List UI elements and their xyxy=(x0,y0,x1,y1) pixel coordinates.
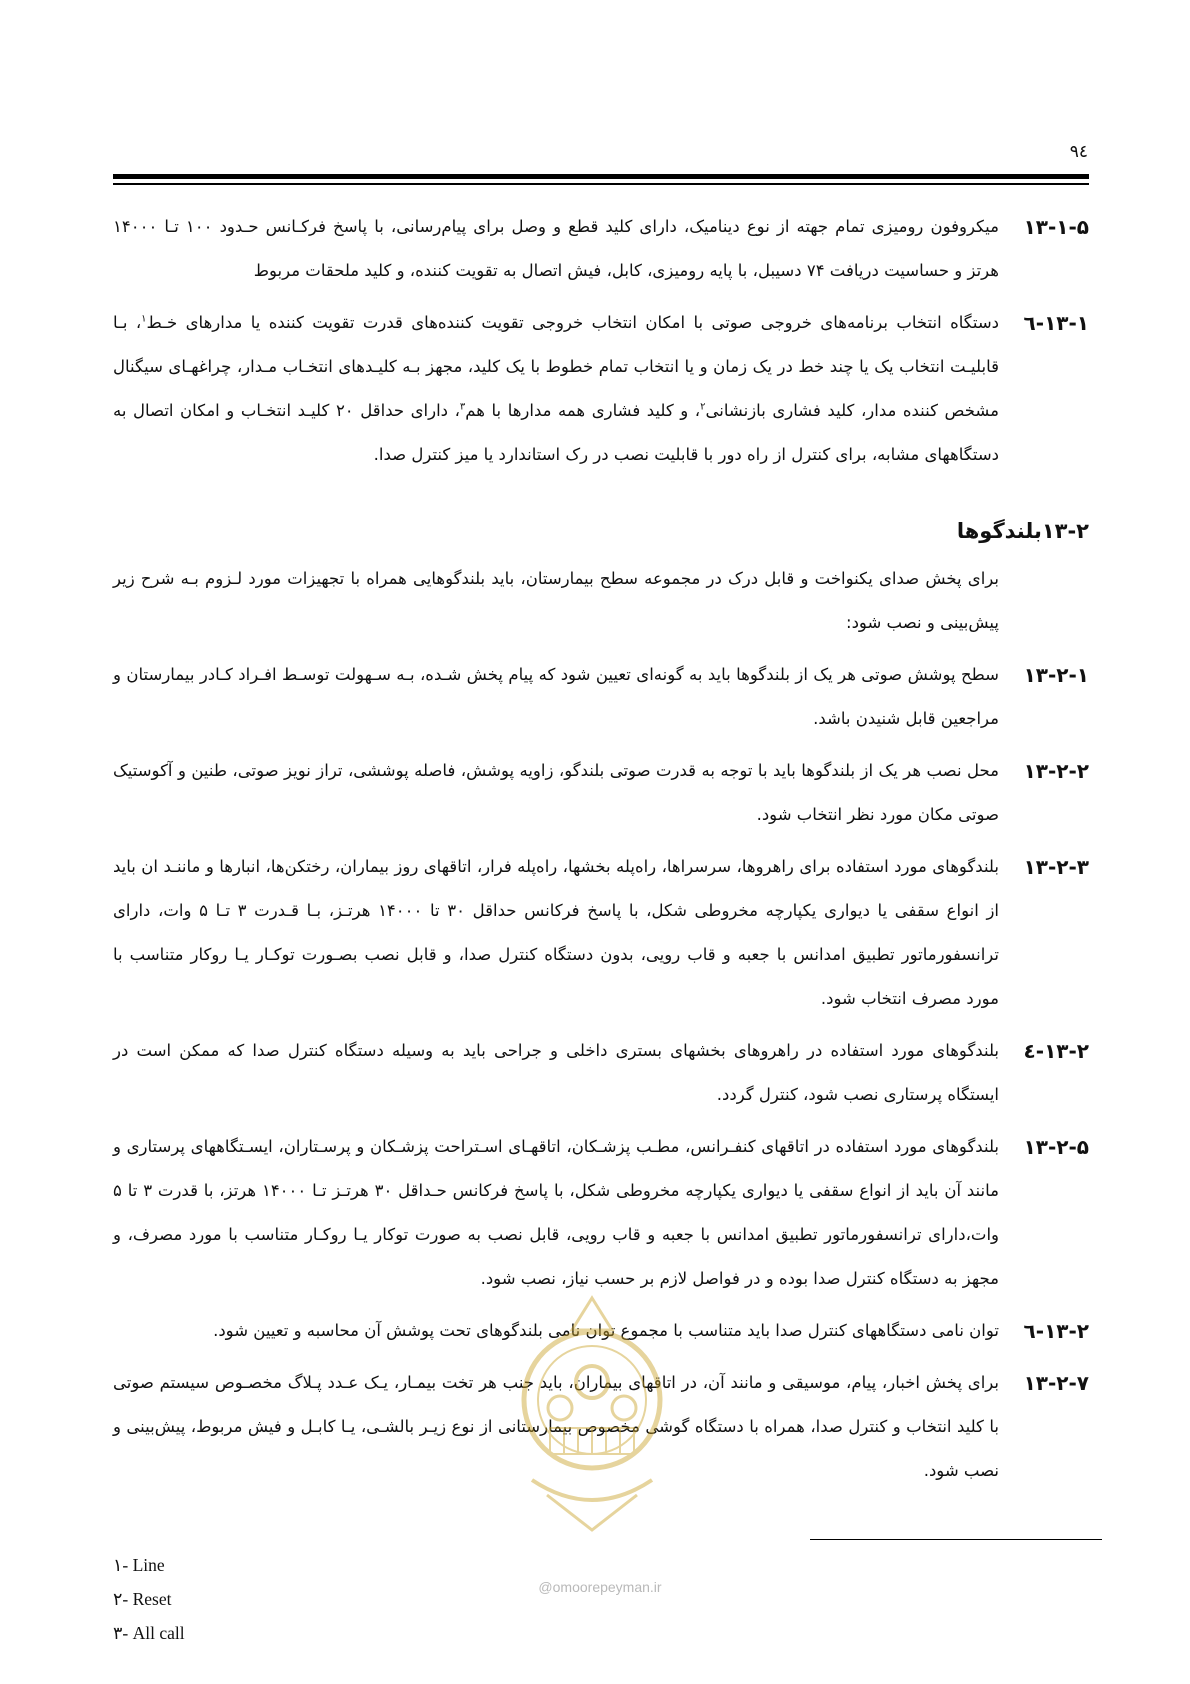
clause-13-2-2 xyxy=(113,749,1089,837)
clause-text: بلندگوهای مورد استفاده برای راهروها، سرسراها، راه‌پله بخشها، راه‌پله فرار، اتاقهای روز بیماران، رختکن‌ها، انبارها و ماننـد ان باید از انواع سقفی یا دیواری یکپارچه مخروطی شکل، با پاسخ فرکانس حداقل ۳۰ تا ۱۴۰۰۰ هرتـز، بـا قـدرت ۳ تـا ۵ وات، دارای ترانسفورماتور تطبیق امدانس با جعبه و قاب رویی، بدون دستگاه کنترل صدا، و قابل نصب بصـورت توکـار یـا روکار متناسب با مورد مصرف انتخاب شود. xyxy=(113,857,999,1008)
clause-13-2-4 xyxy=(113,1029,1089,1117)
footnote-1: ۱- Line xyxy=(113,1555,165,1575)
footnote-separator xyxy=(810,1539,1102,1540)
clause-text: میکروفون رومیزی تمام جهته از نوع دینامیک، دارای کلید قطع و وصل برای پیام‌رسانی، با پاسخ فرکـانس حـدود ۱۰۰ تـا ۱۴۰۰۰ هرتز و حساسیت دریافت ۷۴ دسیبل، با پایه رومیزی، کابل، فیش اتصال به تقویت کننده، و کلید ملحقات مربوط xyxy=(113,217,999,280)
clause-text: سطح پوشش صوتی هر یک از بلندگوها باید به گونه‌ای تعیین شود که پیام پخش شـده، بـه سـهولت توسـط افـراد کـادر بیمارستان و مراجعین قابل شنیدن باشد. xyxy=(113,665,999,728)
clause-text-part: ، و کلید فشاری همه مدارها با هم xyxy=(465,401,701,420)
header-rule-thick xyxy=(113,174,1089,179)
clause-number: ۱۳-۲-٤ xyxy=(1023,1039,1089,1063)
clause-number: ۱۳-۱-٦ xyxy=(1023,311,1089,335)
clause-13-2-6 xyxy=(113,1309,1089,1353)
section-intro: برای پخش صدای یکنواخت و قابل درک در مجموعه سطح بیمارستان، باید بلندگوهایی همراه با تجهیزات مورد لـزوم بـه شرح زیر پیش‌بینی و نصب شود: xyxy=(113,569,999,632)
clause-text: بلندگوهای مورد استفاده در اتاقهای کنفـرانس، مطـب پزشـکان، اتاقهـای اسـتراحت پزشـکان و پرسـتاران، ایسـتگاههای پرستاری و مانند آن باید از انواع سقفی یا دیواری یکپارچه مخروطی شکل، با پاسخ فرکانس حـداقل ۳۰ هرتـز تـا ۱۴۰۰۰ هرتز، با قدرت ۳ تا ۵ وات،دارای ترانسفورماتور تطبیق امدانس با جعبه و قاب رویی، قابل نصب به صورت توکار یـا روکـار متناسب با مورد مصرف، و مجهز به دستگاه کنترل صدا بوده و در فواصل لازم بر حسب نیاز، نصب شود. xyxy=(113,1137,999,1288)
clause-text-part: دستگاه انتخاب برنامه‌های خروجی صوتی با امکان انتخاب خروجی تقویت کننده‌های قدرت تقویت کننده یا مدارهای خـط xyxy=(146,313,1000,332)
clause-number: ۱۳-۲-٦ xyxy=(1023,1319,1089,1343)
section-heading: ۱۳-۲بلندگوها xyxy=(956,519,1089,543)
clause-13-1-5 xyxy=(113,205,1089,293)
clause-13-2-7 xyxy=(113,1361,1089,1493)
clause-text: برای پخش اخبار، پیام، موسیقی و مانند آن، در اتاقهای بیماران، باید جنب هر تخت بیمـار، یـک عـدد پـلاگ مخصـوص سیستم صوتی با کلید انتخاب و کنترل صدا، همراه با دستگاه گوشی مخصوص بیمارستانی از نوع زیـر بالشـی، یـا کابـل و فیش مربوط، پیش‌بینی و نصب شود. xyxy=(113,1373,999,1480)
clause-13-1-6 xyxy=(113,301,1089,477)
footnote-ref-1[interactable]: ۱ xyxy=(141,313,147,325)
clause-text xyxy=(113,301,999,477)
document-body xyxy=(113,205,1089,1501)
clause-text: محل نصب هر یک از بلندگوها باید با توجه به قدرت صوتی بلندگو، زاویه پوشش، فاصله پوششی، تراز نویز صوتی، طنین و آکوستیک صوتی مکان مورد نظر انتخاب شود. xyxy=(113,761,999,824)
clause-number: ۱۳-۲-۷ xyxy=(1023,1371,1089,1395)
clause-number: ۱۳-۲-۲ xyxy=(1023,759,1089,783)
clause-number: ۱۳-۲-۵ xyxy=(1023,1135,1089,1159)
clause-number: ۱۳-۱-۵ xyxy=(1023,215,1089,239)
clause-text: بلندگوهای مورد استفاده در راهروهای بخشهای بستری داخلی و جراحی باید به وسیله دستگاه کنترل صدا که ممکن است در ایستگاه پرستاری نصب شود، کنترل گردد. xyxy=(113,1041,999,1104)
header-rule-thin xyxy=(113,183,1089,185)
clause-number: ۱۳-۲-۳ xyxy=(1023,855,1089,879)
clause-text-part: ، بـا قابلیـت انتخاب یک یا چند خط در یک زمان و یا انتخاب تمام خطوط با یک کلید، مجهز بـه کلیـدهای انتخـاب مـدار، چراغهـای سیگنال مشخص کننده مدار، کلید فشاری بازنشانی xyxy=(113,313,999,420)
section-gap xyxy=(113,485,1089,507)
clause-13-2-5 xyxy=(113,1125,1089,1301)
clause-13-2-1 xyxy=(113,653,1089,741)
clause-number: ۱۳-۲-۱ xyxy=(1023,663,1089,687)
footnotes xyxy=(113,1548,185,1650)
watermark-text: @omoorepeyman.ir xyxy=(538,1579,662,1595)
clause-13-2-3 xyxy=(113,845,1089,1021)
footnote-ref-3[interactable]: ۳ xyxy=(459,401,466,413)
footnote-3: ۳- All call xyxy=(113,1623,185,1643)
footnote-2: ۲- Reset xyxy=(113,1589,172,1609)
footnote-ref-2[interactable]: ۲ xyxy=(700,401,706,413)
clause-text-part: ، دارای حداقل ۲۰ کلیـد انتخـاب و امکان اتصال به دستگاههای مشابه، برای کنترل از راه دور با قابلیت نصب در رک استاندارد یا میز کنترل صدا. xyxy=(113,401,999,464)
page-number: ۹٤ xyxy=(1069,142,1088,162)
clause-text: توان نامی دستگاههای کنترل صدا باید متناسب با مجموع توان نامی بلندگوهای تحت پوشش آن محاسبه و تعیین شود. xyxy=(213,1321,999,1340)
